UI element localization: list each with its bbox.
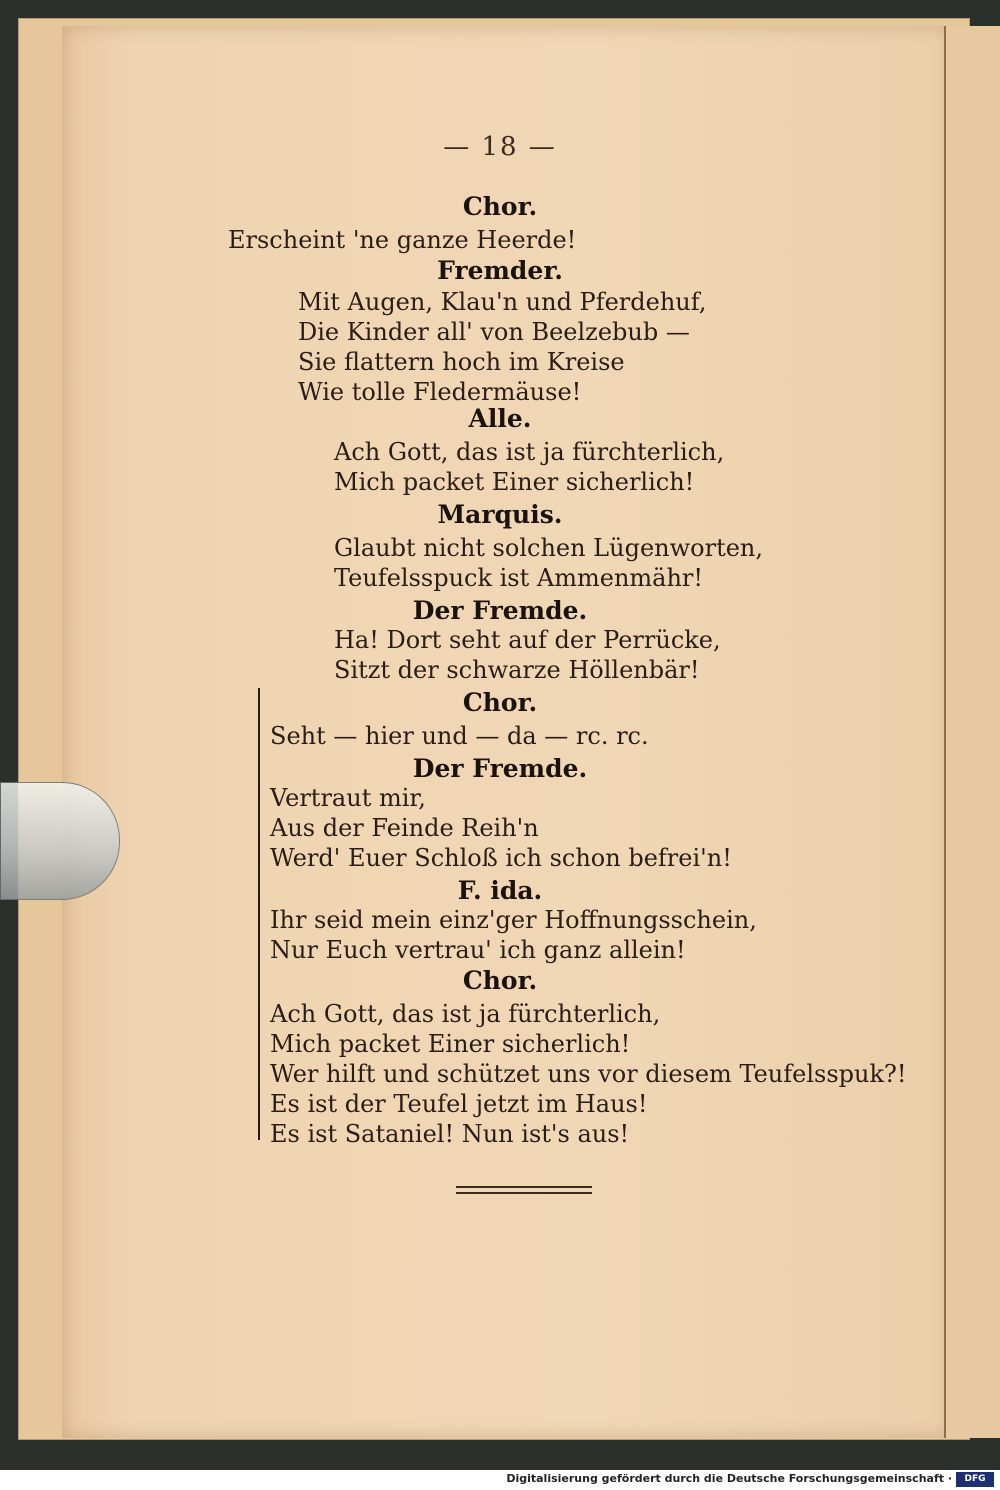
verse-line: Sie flattern hoch im Kreise (298, 348, 625, 376)
verse-line: Teufelsspuck ist Ammenmähr! (334, 564, 704, 592)
verse-line: Seht — hier und — da — rc. rc. (270, 722, 649, 750)
verse-line: Ach Gott, das ist ja fürchterlich, (270, 1000, 661, 1028)
verse-line: Aus der Feinde Reih'n (270, 814, 539, 842)
verse-line: Wie tolle Fledermäuse! (298, 378, 582, 406)
verse-line: Werd' Euer Schloß ich schon befrei'n! (270, 844, 732, 872)
verse-line: Ihr seid mein einz'ger Hoffnungsschein, (270, 906, 757, 934)
footer-bar (0, 1470, 1000, 1490)
dfg-logo: DFG (956, 1472, 994, 1487)
verse-line: Ha! Dort seht auf der Perrücke, (334, 626, 721, 654)
verse-line: Mit Augen, Klau'n und Pferdehuf, (298, 288, 707, 316)
verse-line: Ach Gott, das ist ja fürchterlich, (334, 438, 725, 466)
speaker-label: Der Fremde. (412, 596, 588, 625)
verse-line: Nur Euch vertrau' ich ganz allein! (270, 936, 686, 964)
verse-line: Es ist Sataniel! Nun ist's aus! (270, 1120, 630, 1148)
speaker-label: Chor. (462, 192, 538, 221)
verse-line: Sitzt der schwarze Höllenbär! (334, 656, 700, 684)
speaker-label: Der Fremde. (412, 754, 588, 783)
verse-line: Mich packet Einer sicherlich! (270, 1030, 631, 1058)
speaker-label: Marquis. (437, 500, 563, 529)
verse-line: Vertraut mir, (270, 784, 426, 812)
verse-line: Die Kinder all' von Beelzebub — (298, 318, 690, 346)
verse-line: Es ist der Teufel jetzt im Haus! (270, 1090, 648, 1118)
speaker-label: Fremder. (437, 256, 563, 285)
verse-line: Glaubt nicht solchen Lügenworten, (334, 534, 763, 562)
facing-page-edge (944, 26, 1000, 1438)
section-rule (456, 1186, 592, 1188)
footer-credit: Digitalisierung gefördert durch die Deutsche Forschungsgemeinschaft · (506, 1472, 952, 1485)
verse-line: Erscheint 'ne ganze Heerde! (228, 226, 577, 254)
speaker-label: Chor. (462, 966, 538, 995)
verse-line: Wer hilft und schützet uns vor diesem Teufelsspuk?! (270, 1060, 907, 1088)
page-number: — 18 — (443, 132, 557, 162)
speaker-label: F. ida. (457, 876, 543, 905)
speaker-label: Chor. (462, 688, 538, 717)
section-rule (456, 1192, 592, 1194)
verse-line: Mich packet Einer sicherlich! (334, 468, 695, 496)
speaker-label: Alle. (468, 404, 532, 433)
